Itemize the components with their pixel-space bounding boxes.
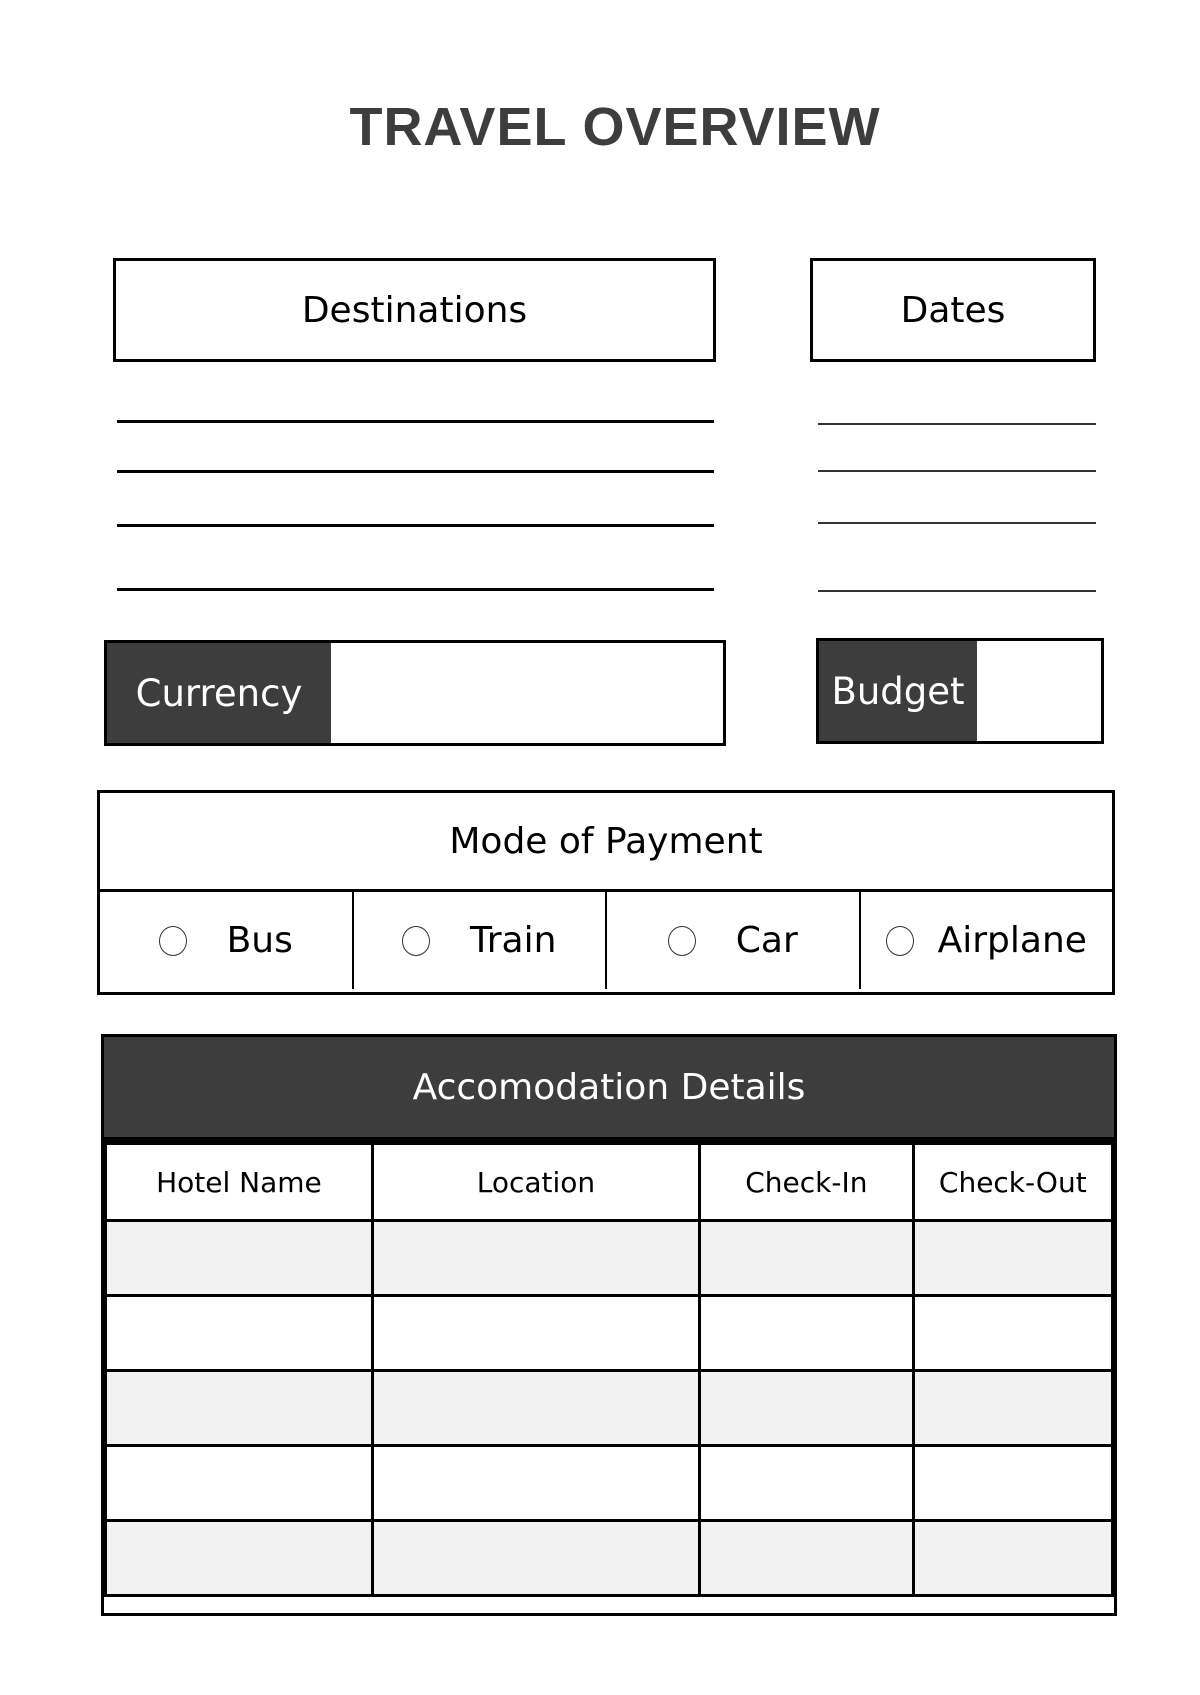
payment-title: Mode of Payment [100,793,1112,892]
currency-field[interactable] [104,640,726,746]
location-cell[interactable] [372,1371,699,1446]
budget-input[interactable] [977,641,1101,741]
budget-field[interactable] [816,638,1104,744]
dates-header [810,258,1096,362]
radio-icon[interactable] [668,926,696,956]
budget-label: Budget [819,641,977,741]
payment-option-car[interactable] [607,892,861,989]
location-cell[interactable] [372,1221,699,1296]
payment-options [100,892,1112,989]
check-in-cell[interactable] [700,1521,913,1596]
table-row [106,1371,1113,1446]
location-cell[interactable] [372,1446,699,1521]
payment-option-label: Bus [226,920,293,961]
hotel-name-cell[interactable] [106,1521,373,1596]
hotel-name-cell[interactable] [106,1371,373,1446]
destination-line-1[interactable] [117,420,714,423]
check-out-cell[interactable] [913,1371,1112,1446]
payment-option-label: Train [470,920,557,961]
check-in-cell[interactable] [700,1371,913,1446]
currency-label: Currency [107,643,331,743]
date-line-1[interactable] [818,423,1096,425]
payment-option-airplane[interactable] [861,892,1113,989]
accommodation-section [101,1034,1117,1616]
table-row [106,1446,1113,1521]
accommodation-title: Accomodation Details [104,1037,1114,1142]
hotel-name-cell[interactable] [106,1446,373,1521]
date-line-3[interactable] [818,522,1096,524]
payment-option-train[interactable] [354,892,608,989]
payment-option-label: Car [735,920,798,961]
accommodation-table [104,1142,1114,1597]
check-out-cell[interactable] [913,1296,1112,1371]
check-in-cell[interactable] [700,1446,913,1521]
destination-line-4[interactable] [117,588,714,591]
check-out-cell[interactable] [913,1521,1112,1596]
payment-section [97,790,1115,995]
destinations-header [113,258,716,362]
table-header-row [106,1144,1113,1221]
column-header-check-out: Check-Out [913,1144,1112,1221]
destination-line-3[interactable] [117,524,714,527]
check-out-cell[interactable] [913,1221,1112,1296]
table-row [106,1221,1113,1296]
column-header-location: Location [372,1144,699,1221]
location-cell[interactable] [372,1521,699,1596]
location-cell[interactable] [372,1296,699,1371]
check-in-cell[interactable] [700,1296,913,1371]
column-header-check-in: Check-In [700,1144,913,1221]
date-line-4[interactable] [818,590,1096,592]
date-line-2[interactable] [818,470,1096,472]
payment-option-label: Airplane [937,920,1087,961]
currency-input[interactable] [331,643,723,743]
table-row [106,1296,1113,1371]
hotel-name-cell[interactable] [106,1296,373,1371]
hotel-name-cell[interactable] [106,1221,373,1296]
column-header-hotel-name: Hotel Name [106,1144,373,1221]
payment-option-bus[interactable] [100,892,354,989]
radio-icon[interactable] [159,926,187,956]
check-in-cell[interactable] [700,1221,913,1296]
radio-icon[interactable] [886,926,914,956]
radio-icon[interactable] [402,926,430,956]
check-out-cell[interactable] [913,1446,1112,1521]
table-row [106,1521,1113,1596]
page-title: TRAVEL OVERVIEW [349,97,881,157]
destination-line-2[interactable] [117,470,714,473]
destinations-label: Destinations [301,289,528,331]
dates-label: Dates [900,289,1006,331]
